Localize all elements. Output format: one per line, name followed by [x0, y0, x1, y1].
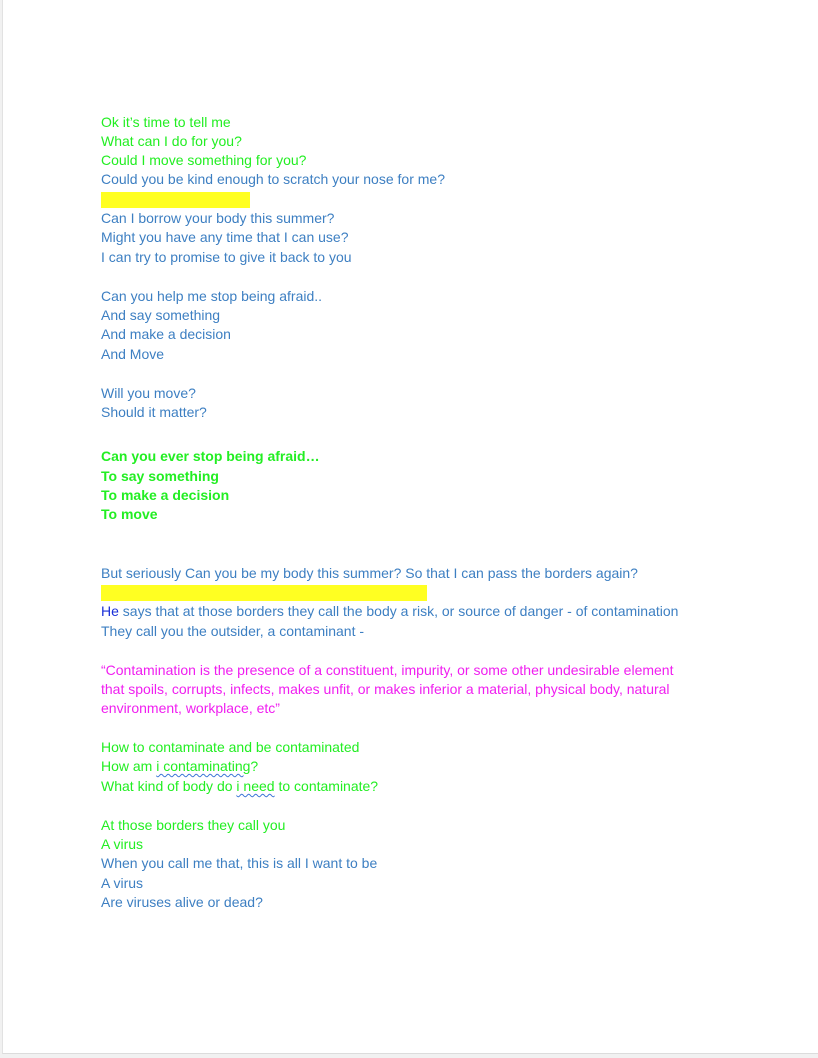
poem-line: A virus: [101, 875, 144, 891]
spellcheck-underline[interactable]: i contaminating: [156, 758, 251, 774]
line-rest: says that at those borders they call the body a risk, or source of danger - of contamination: [118, 603, 679, 619]
poem-line: Will you move?: [101, 385, 196, 401]
poem-line: At those borders they call you: [101, 817, 286, 833]
poem-line: I can try to promise to give it back to you: [101, 249, 352, 265]
poem-line: Can I borrow your body this summer?: [101, 210, 335, 226]
poem-line: And Move: [101, 346, 165, 362]
poem-line: They call you the outsider, a contaminant -: [101, 623, 365, 639]
poem-line-bold: To move: [101, 506, 158, 522]
line-part: What kind of body do: [101, 778, 237, 794]
line-part: How am: [101, 758, 157, 774]
quote-line: that spoils, corrupts, infects, makes unfit, or makes inferior a material, physical body, natural: [101, 681, 670, 697]
text-highlight: [101, 585, 427, 601]
quote-line: “Contamination is the presence of a constituent, impurity, or some other undesirable element: [101, 662, 674, 678]
line-part: to contaminate?: [274, 778, 379, 794]
poem-line: And make a decision: [101, 326, 231, 342]
text-highlight: [101, 192, 250, 208]
poem-line: [101, 757, 258, 776]
poem-line-bold: To make a decision: [101, 487, 230, 503]
poem-line: Could I move something for you?: [101, 152, 307, 168]
spellcheck-underline[interactable]: i need: [236, 778, 275, 794]
word-he: He: [101, 603, 119, 619]
poem-line: Should it matter?: [101, 404, 207, 420]
line-part: ?: [250, 758, 259, 774]
poem-line: A virus: [101, 836, 144, 852]
poem-line: [101, 777, 378, 796]
document-page: [2, 0, 818, 1054]
quote-line: environment, workplace, etc”: [101, 700, 280, 716]
poem-line-bold: To say something: [101, 468, 219, 484]
poem-line: And say something: [101, 307, 221, 323]
poem-line: How to contaminate and be contaminated: [101, 739, 360, 755]
poem-line: Are viruses alive or dead?: [101, 894, 263, 910]
poem-line: Could you be kind enough to scratch your nose for me?: [101, 171, 445, 187]
poem-line: Ok it’s time to tell me: [101, 114, 231, 130]
poem-line: [101, 602, 678, 621]
poem-line: When you call me that, this is all I want to be: [101, 855, 378, 871]
poem-line: Might you have any time that I can use?: [101, 229, 349, 245]
poem-line: What can I do for you?: [101, 133, 242, 149]
poem-line-bold: Can you ever stop being afraid…: [101, 448, 320, 464]
poem-line: Can you help me stop being afraid..: [101, 288, 323, 304]
poem-line: But seriously Can you be my body this summer? So that I can pass the borders again?: [101, 565, 638, 581]
